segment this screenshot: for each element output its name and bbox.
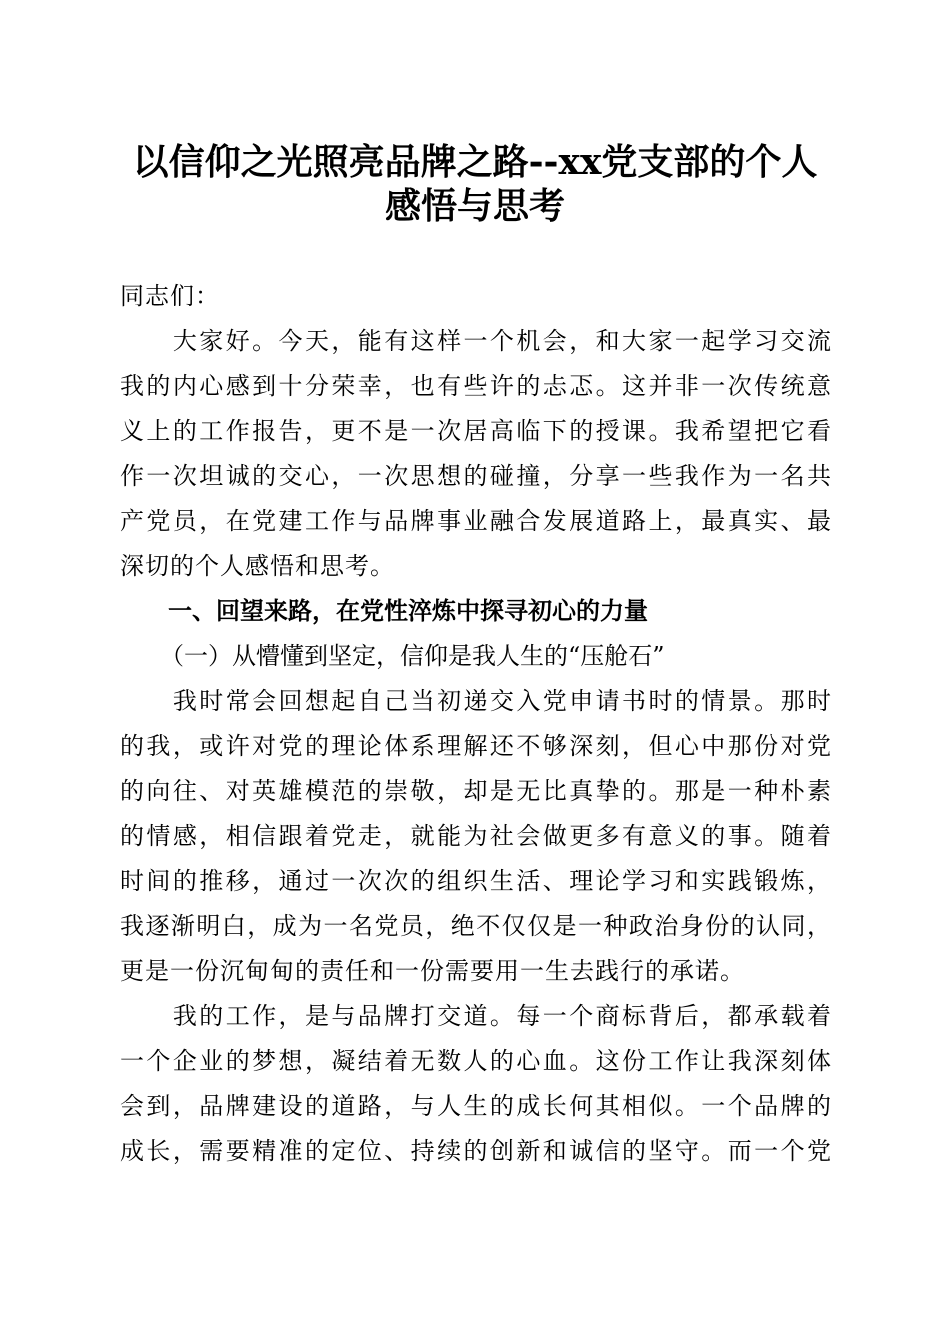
- section-heading: 一、回望来路，在党性淬炼中探寻初心的力量: [168, 597, 648, 625]
- paragraph-line: 的向往、对英雄模范的崇敬，却是无比真挚的。那是一种朴素: [120, 777, 832, 805]
- paragraph-line: 我时常会回想起自己当初递交入党申请书时的情景。那时: [120, 687, 832, 715]
- paragraph-line: 成长，需要精准的定位、持续的创新和诚信的坚守。而一个党: [120, 1137, 832, 1165]
- paragraph-line: 时间的推移，通过一次次的组织生活、理论学习和实践锻炼，: [120, 867, 832, 895]
- paragraph-line: 义上的工作报告，更不是一次居高临下的授课。我希望把它看: [120, 417, 832, 445]
- document-title-line-1: 以信仰之光照亮品牌之路--xx党支部的个人: [132, 141, 818, 183]
- paragraph-line: 更是一份沉甸甸的责任和一份需要用一生去践行的承诺。: [120, 957, 745, 985]
- paragraph-line: 的情感，相信跟着党走，就能为社会做更多有意义的事。随着: [120, 822, 832, 850]
- paragraph-line: 深切的个人感悟和思考。: [120, 552, 395, 580]
- salutation: 同志们：: [120, 282, 220, 310]
- paragraph-line: 我逐渐明白，成为一名党员，绝不仅仅是一种政治身份的认同，: [120, 912, 832, 940]
- paragraph-line: 大家好。今天，能有这样一个机会，和大家一起学习交流: [120, 327, 832, 355]
- section-subheading: （一）从懵懂到坚定，信仰是我人生的“压舱石”: [160, 642, 665, 670]
- document-title-line-2: 感悟与思考: [384, 185, 565, 227]
- paragraph-line: 我的内心感到十分荣幸，也有些许的忐忑。这并非一次传统意: [120, 372, 832, 400]
- paragraph-line: 会到，品牌建设的道路，与人生的成长何其相似。一个品牌的: [120, 1092, 832, 1120]
- paragraph-line: 一个企业的梦想，凝结着无数人的心血。这份工作让我深刻体: [120, 1047, 832, 1075]
- paragraph-line: 我的工作，是与品牌打交道。每一个商标背后，都承载着: [120, 1002, 832, 1030]
- paragraph-line: 作一次坦诚的交心，一次思想的碰撞，分享一些我作为一名共: [120, 462, 832, 490]
- paragraph-line: 产党员，在党建工作与品牌事业融合发展道路上，最真实、最: [120, 507, 832, 535]
- paragraph-line: 的我，或许对党的理论体系理解还不够深刻，但心中那份对党: [120, 732, 832, 760]
